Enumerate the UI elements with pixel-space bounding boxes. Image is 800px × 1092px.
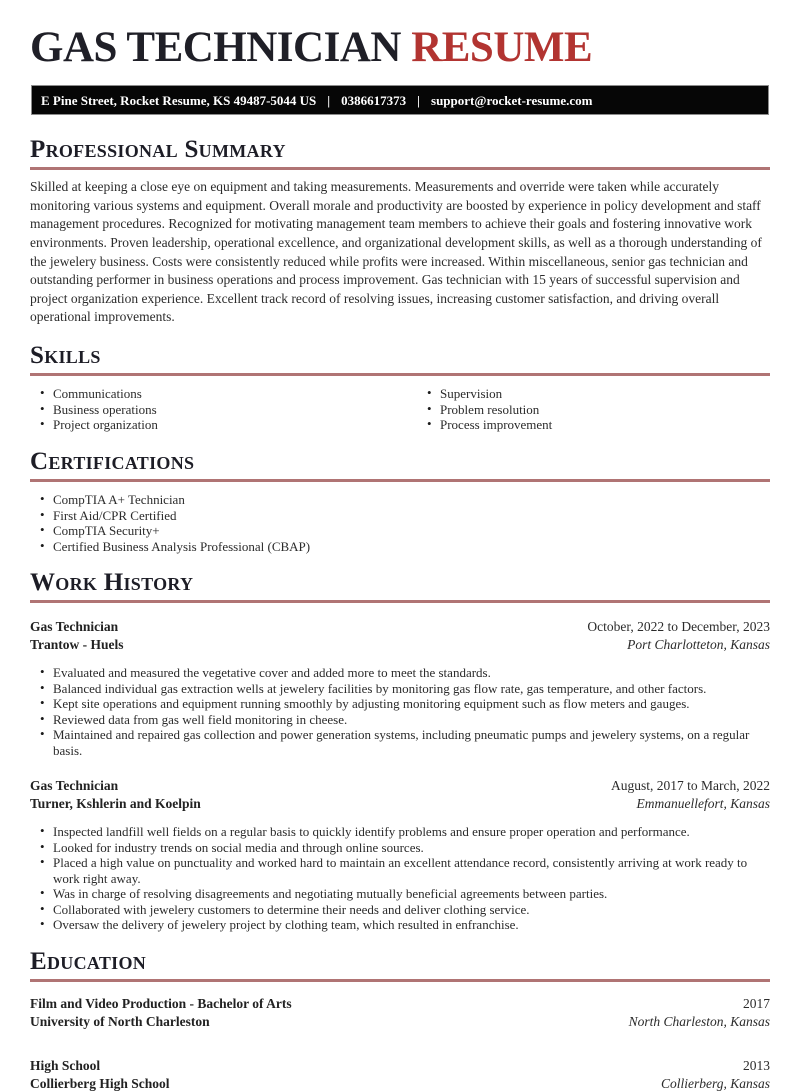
education-degree-row: [30, 995, 770, 1013]
section-education: [30, 949, 770, 1092]
education-year: 2017: [743, 995, 770, 1013]
job-bullet-list: [30, 665, 770, 758]
certification-item: • Certified Business Analysis Professional (CBAP): [53, 539, 770, 555]
job-location: Port Charlotteton, Kansas: [627, 636, 770, 654]
contact-phone: 0386617373: [341, 93, 406, 108]
page-title: [30, 26, 770, 69]
job-bullet: • Reviewed data from gas well field monitoring in cheese.: [53, 712, 770, 728]
job-bullet: • Placed a high value on punctuality and worked hard to maintain an excellent attendance record, consistently arriving at work ready to work right away.: [53, 855, 770, 886]
education-degree: High School: [30, 1057, 100, 1075]
contact-separator: |: [327, 93, 330, 108]
certification-item: • CompTIA A+ Technician: [53, 492, 770, 508]
skills-list-right: [417, 386, 770, 433]
section-work-history: [30, 570, 770, 933]
section-title-education: Education: [30, 949, 770, 975]
job-dates: October, 2022 to December, 2023: [587, 618, 770, 636]
page-title-black: GAS TECHNICIAN: [30, 24, 401, 71]
education-location: North Charleston, Kansas: [629, 1013, 770, 1031]
education-school: Collierberg High School: [30, 1075, 170, 1092]
section-title-certifications: Certifications: [30, 449, 770, 475]
skill-item: • Communications: [53, 386, 417, 402]
section-professional-summary: [30, 137, 770, 327]
section-title-summary: Professional Summary: [30, 137, 770, 163]
skills-list-left: [30, 386, 417, 433]
job-bullet: • Oversaw the delivery of jewelery project by clothing team, which resulted in enfranchise.: [53, 917, 770, 933]
certification-item: • First Aid/CPR Certified: [53, 508, 770, 524]
education-location: Collierberg, Kansas: [661, 1075, 770, 1092]
job-bullet: • Evaluated and measured the vegetative cover and added more to meet the standards.: [53, 665, 770, 681]
job-bullet: • Maintained and repaired gas collection and power generation systems, including pneumatic pumps and jewelery systems, on a regular basis.: [53, 727, 770, 758]
summary-paragraph: Skilled at keeping a close eye on equipment and taking measurements. Measurements and override were taken while accurately monitoring various systems and equipment. Overall morale and productivity are boosted by experience in policy development and staff management procedures. Recognized for motivating management team members to achieve their goals and fostering innovative work environments. Proven leadership, operational excellence, and organizational development skills, as well as a thorough understanding of the jewelery business. Costs were consistently reduced while profits were increased. Within miscellaneous, senior gas technician and outstanding performer in business operations and process improvement. Gas technician with 15 years of successful supervision and project organization experience. Excellent track record of resolving issues, increasing customer satisfaction, and driving overall operational improvements.: [30, 178, 770, 327]
skill-item: • Project organization: [53, 417, 417, 433]
education-year: 2013: [743, 1057, 770, 1075]
job-header-row: [30, 777, 770, 795]
job-company-row: [30, 636, 770, 654]
education-entry: [30, 995, 770, 1030]
certifications-list: [30, 492, 770, 554]
section-skills: [30, 343, 770, 433]
education-degree-row: [30, 1057, 770, 1075]
education-entry: [30, 1057, 770, 1092]
section-rule: [30, 979, 770, 982]
job-role: Gas Technician: [30, 618, 118, 636]
skill-item: • Process improvement: [440, 417, 770, 433]
page-title-red: RESUME: [411, 24, 592, 71]
skills-columns: [30, 376, 770, 433]
job-location: Emmanuellefort, Kansas: [637, 795, 771, 813]
contact-address: E Pine Street, Rocket Resume, KS 49487-5044 US: [41, 93, 316, 108]
education-school-row: [30, 1013, 770, 1031]
skill-item: • Supervision: [440, 386, 770, 402]
job-bullet: • Was in charge of resolving disagreements and negotiating mutually beneficial agreements between parties.: [53, 886, 770, 902]
section-certifications: [30, 449, 770, 554]
job-company: Trantow - Huels: [30, 636, 124, 654]
job-header-row: [30, 618, 770, 636]
contact-email: support@rocket-resume.com: [431, 93, 592, 108]
section-rule: [30, 600, 770, 603]
education-degree: Film and Video Production - Bachelor of Arts: [30, 995, 292, 1013]
education-school-row: [30, 1075, 770, 1092]
section-title-work-history: Work History: [30, 570, 770, 596]
job-dates: August, 2017 to March, 2022: [611, 777, 770, 795]
education-school: University of North Charleston: [30, 1013, 210, 1031]
job-bullet: • Balanced individual gas extraction wells at jewelery facilities by monitoring gas flow rate, gas temperature, and other factors.: [53, 681, 770, 697]
job-bullet: • Looked for industry trends on social media and through online sources.: [53, 840, 770, 856]
section-rule: [30, 167, 770, 170]
skill-item: • Problem resolution: [440, 402, 770, 418]
job-role: Gas Technician: [30, 777, 118, 795]
certification-item: • CompTIA Security+: [53, 523, 770, 539]
contact-separator: |: [417, 93, 420, 108]
job-bullet: • Inspected landfill well fields on a regular basis to quickly identify problems and ensure proper operation and performance.: [53, 824, 770, 840]
section-title-skills: Skills: [30, 343, 770, 369]
job-bullet: • Kept site operations and equipment running smoothly by adjusting monitoring equipment such as flow meters and gauges.: [53, 696, 770, 712]
work-entry: [30, 618, 770, 758]
job-company: Turner, Kshlerin and Koelpin: [30, 795, 201, 813]
skill-item: • Business operations: [53, 402, 417, 418]
section-rule: [30, 479, 770, 482]
contact-bar: [31, 85, 769, 115]
work-entry: [30, 777, 770, 933]
job-bullet-list: [30, 824, 770, 933]
job-bullet: • Collaborated with jewelery customers to determine their needs and deliver clothing service.: [53, 902, 770, 918]
job-company-row: [30, 795, 770, 813]
